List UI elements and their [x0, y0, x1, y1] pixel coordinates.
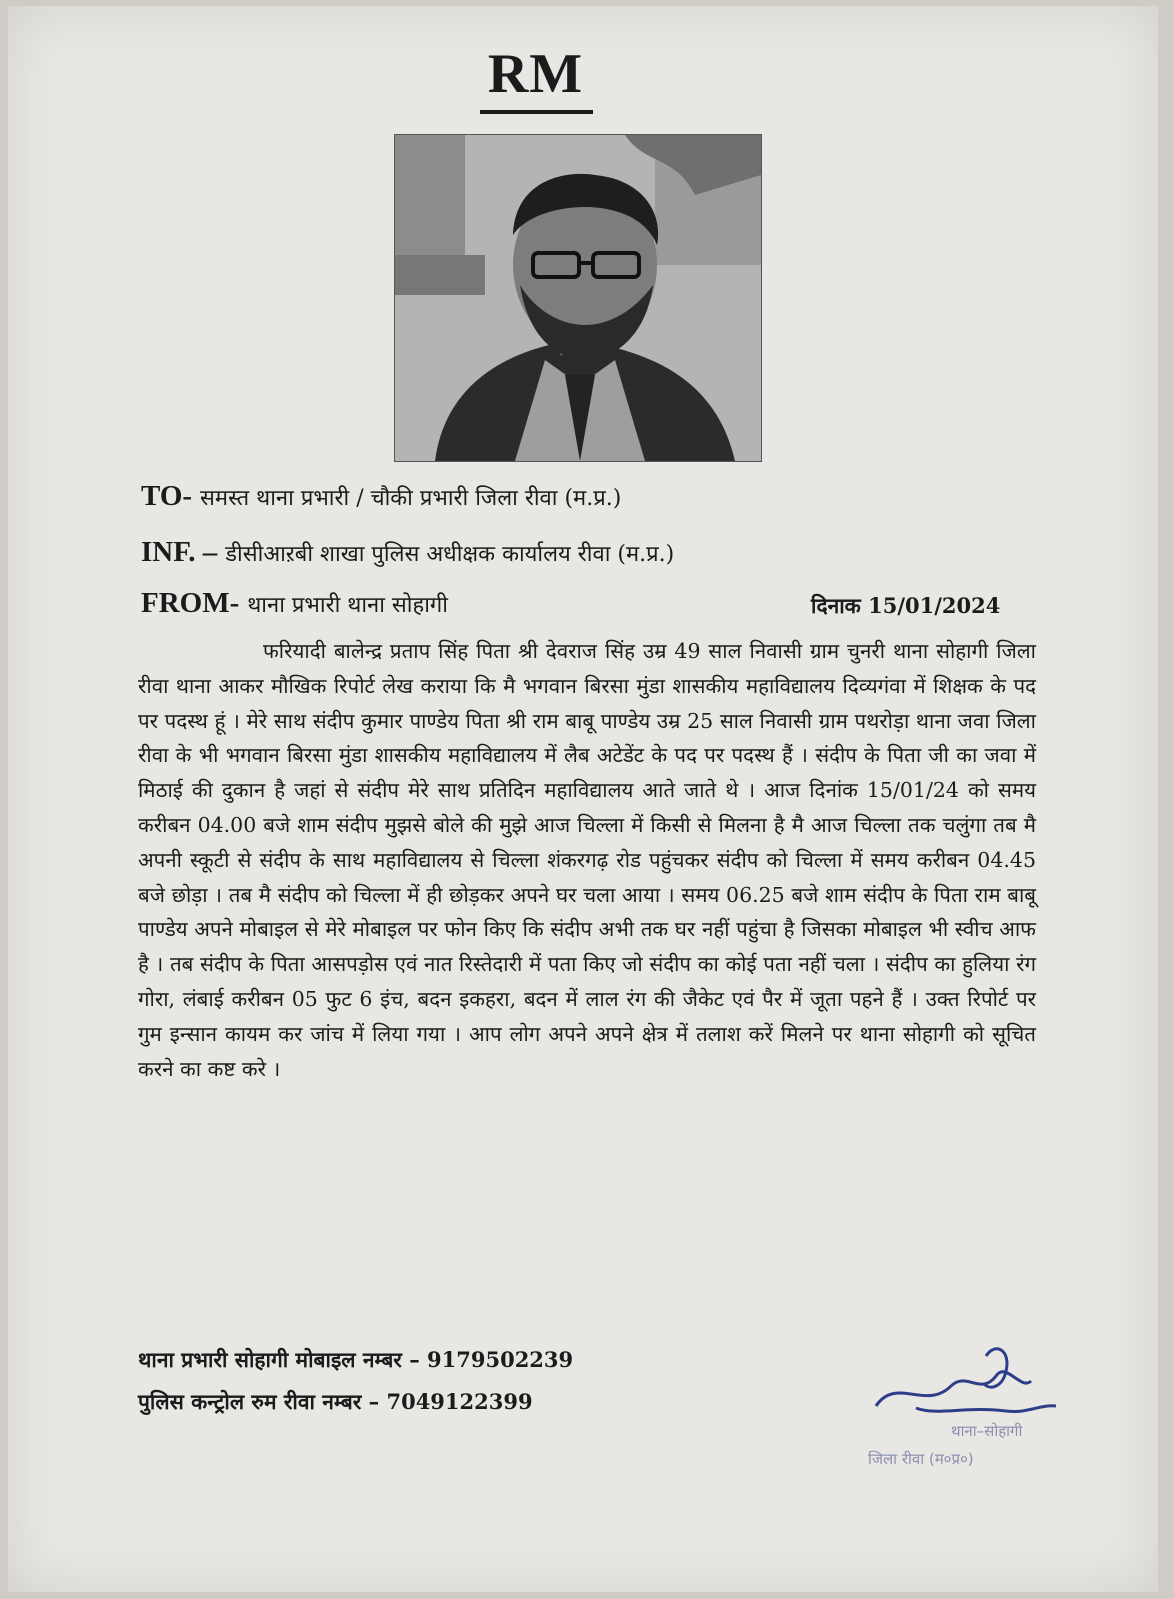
- person-portrait-icon: [395, 135, 761, 461]
- signature-stamp: [856, 1336, 1066, 1486]
- notice-sheet: [8, 6, 1158, 1592]
- to-label: TO-: [141, 480, 193, 512]
- from-line: [141, 587, 448, 620]
- from-label: FROM-: [141, 587, 240, 619]
- notice-date: दिनाक 15/01/2024: [811, 593, 1001, 618]
- notice-body: [138, 634, 1036, 1086]
- stamp-line-1: थाना–सोहागी: [951, 1422, 1023, 1440]
- stamp-line-2: जिला रीवा (म०प्र०): [868, 1450, 974, 1468]
- inf-label: INF. –: [141, 536, 218, 568]
- contact-station-mobile: थाना प्रभारी सोहागी मोबाइल नम्बर – 9179502239: [138, 1347, 574, 1372]
- officer-signature-stamp-icon: [856, 1336, 1066, 1486]
- inf-text: डीसीआऱबी शाखा पुलिस अधीक्षक कार्यालय रीवा (म.प्र.): [225, 542, 675, 567]
- to-line: [141, 480, 621, 513]
- from-text: थाना प्रभारी थाना सोहागी: [247, 593, 448, 618]
- missing-person-photo: [394, 134, 762, 462]
- notice-title: RM: [487, 43, 584, 105]
- title-underline: [480, 110, 593, 114]
- body-paragraph: फरियादी बालेन्द्र प्रताप सिंह पिता श्री देवराज सिंह उम्र 49 साल निवासी ग्राम चुनरी थाना सोहागी जिला रीवा थाना आकर मौखिक रिपोर्ट लेख कराया कि मै भगवान बिरसा मुंडा शासकीय महाविद्यालय दिव्यगंवा में शिक्षक के पद पर पदस्थ हूं । मेरे साथ संदीप कुमार पाण्डेय पिता श्री राम बाबू पाण्डेय उम्र 25 साल निवासी ग्राम पथरोड़ा थाना जवा जिला रीवा के भी भगवान बिरसा मुंडा शासकीय महाविद्यालय में लैब अटेडेंट के पद पर पदस्थ हैं । संदीप के पिता जी का जवा में मिठाई की दुकान है जहां से संदीप मेरे साथ प्रतिदिन महाविद्यालय आते जाते थे । आज दिनांक 15/01/24 को समय करीबन 04.00 बजे शाम संदीप मुझसे बोले की मुझे आज चिल्ला में किसी से मिलना है मै आज चिल्ला तक चलुंगा तब मै अपनी स्कूटी से संदीप के साथ महाविद्यालय से चिल्ला शंकरगढ़ रोड पहुंचकर संदीप को चिल्ला में समय करीबन 04.45 बजे छोड़ा । तब मै संदीप को चिल्ला में ही छोड़कर अपने घर चला आया । समय 06.25 बजे शाम संदीप के पिता राम बाबू पाण्डेय अपने मोबाइल से मेरे मोबाइल पर फोन किए कि संदीप अभी तक घर नहीं पहुंचा है जिसका मोबाइल भी स्वीच आफ है । तब संदीप के पिता आसपड़ोस एवं नात रिस्तेदारी में पता किए जो संदीप का कोई पता नहीं चला । संदीप का हुलिया रंग गोरा, लंबाई करीबन 05 फुट 6 इंच, बदन इकहरा, बदन में लाल रंग की जैकेट एवं पैर में जूता पहने हैं । उक्त रिपोर्ट पर गुम इन्सान कायम कर जांच में लिया गया । आप लोग अपने अपने क्षेत्र में तलाश करें मिलने पर थाना सोहागी को सूचित करने का कष्ट करे ।: [138, 639, 1036, 1081]
- inf-line: [141, 536, 674, 569]
- to-text: समस्त थाना प्रभारी / चौकी प्रभारी जिला रीवा (म.प्र.): [200, 486, 622, 511]
- contact-control-room: पुलिस कन्ट्रोल रुम रीवा नम्बर – 7049122399: [138, 1389, 533, 1414]
